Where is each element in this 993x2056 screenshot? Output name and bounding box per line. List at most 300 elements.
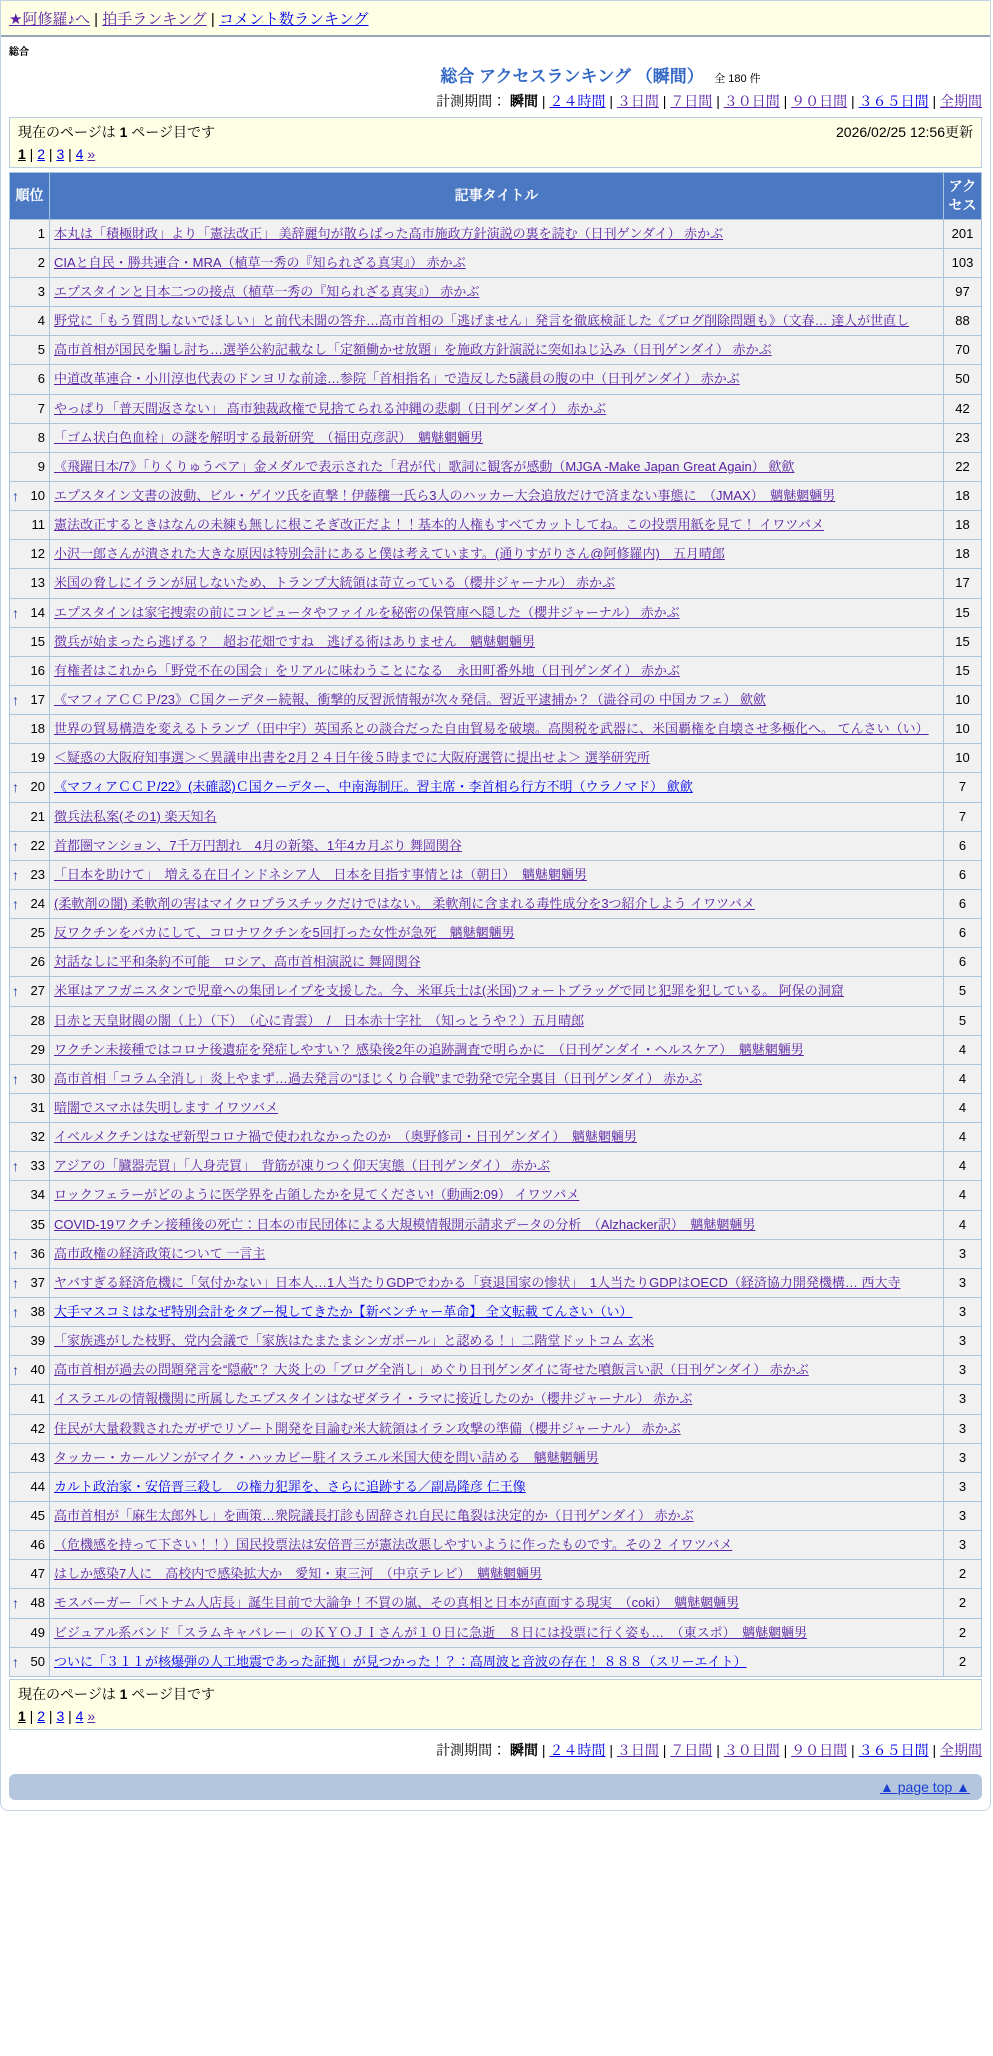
rank-number: 20: [30, 779, 45, 795]
article-link[interactable]: 首都圏マンション、7千万円割れ 4月の新築、1年4カ月ぶり 舞岡関谷: [54, 837, 462, 853]
period-link-365d[interactable]: ３６５日間: [858, 1741, 929, 1758]
access-count: 3: [944, 1531, 982, 1560]
article-title-cell: [50, 1327, 944, 1356]
rank-cell: [10, 365, 50, 394]
period-link-all[interactable]: 全期間: [940, 93, 982, 109]
rank-cell: [10, 248, 50, 277]
rank-number: 45: [30, 1507, 45, 1523]
rank-number: 46: [30, 1537, 45, 1553]
genre-label: 総合: [9, 47, 29, 58]
article-link[interactable]: 徴兵が始まったら逃げる？ 超お花畑ですね 逃げる術はありません 魑魅魍魎男: [54, 633, 536, 649]
access-count: 15: [944, 656, 982, 685]
rank-cell: [10, 1443, 50, 1472]
table-row: [10, 948, 982, 977]
access-count: 15: [944, 598, 982, 627]
article-link[interactable]: エプスタインは家宅捜索の前にコンピュータやファイルを秘密の保管庫へ隠した（櫻井ジャーナル） 赤かぶ: [54, 604, 680, 620]
table-row: [10, 336, 982, 365]
access-count: 201: [944, 219, 982, 248]
page-title: 総合 アクセスランキング （瞬間）: [440, 67, 704, 86]
article-title-cell: [50, 1472, 944, 1501]
rank-cell: [10, 802, 50, 831]
article-link[interactable]: アジアの「臓器売買」「人身売買」 背筋が凍りつく仰天実態（日刊ゲンダイ） 赤かぶ: [54, 1158, 551, 1174]
rank-cell: [10, 1560, 50, 1589]
article-title-cell: [50, 598, 944, 627]
rank-cell: [10, 1006, 50, 1035]
rank-number: 42: [30, 1420, 45, 1436]
table-row: [10, 423, 982, 452]
rank-cell: [10, 1268, 50, 1297]
table-row: [10, 248, 982, 277]
table-row: [10, 977, 982, 1006]
article-link[interactable]: 世界の貿易構造を変えるトランプ（田中宇）英国系との談合だった自由貿易を破壊。高関税を武器に、米国覇権を自壊させ多極化へ。 てんさい（い）: [54, 721, 929, 737]
rank-number: 36: [30, 1245, 45, 1261]
pagination-bottom: 1 | 2 | 3 | 4 »: [18, 1707, 96, 1724]
article-link[interactable]: 「家族逃がした枝野、党内会議で「家族はたまたまシンガポール」と認める！」二階堂ドットコム 玄米: [54, 1333, 654, 1349]
rank-cell: [10, 1327, 50, 1356]
rank-number: 27: [30, 983, 45, 999]
rank-cell: [10, 890, 50, 919]
rank-up-icon: ↑: [12, 1245, 19, 1262]
table-row: [10, 1006, 982, 1035]
table-row: [10, 365, 982, 394]
rank-cell: [10, 336, 50, 365]
rank-cell: [10, 831, 50, 860]
period-selector-bottom: [9, 1740, 982, 1760]
rank-cell: [10, 1501, 50, 1530]
rank-number: 12: [30, 546, 45, 562]
article-link[interactable]: 野党に「もう質問しないでほしい」と前代未聞の答弁…高市首相の「逃げません」発言を徹底検証した《ブログ削除問題も》（文春… 達人が世直し: [54, 313, 910, 329]
rank-number: 35: [30, 1216, 45, 1232]
article-title-cell: [50, 1094, 944, 1123]
main-content: [1, 37, 990, 1810]
article-title-cell: [50, 860, 944, 889]
article-link[interactable]: (柔軟剤の闇) 柔軟剤の害はマイクロプラスチックだけではない。 柔軟剤に含まれる毒性成分を3つ紹介しよう イワツバメ: [54, 896, 755, 912]
access-count: 17: [944, 569, 982, 598]
table-row: [10, 1443, 982, 1472]
period-link-30d[interactable]: ３０日間: [723, 93, 780, 109]
rank-up-icon: ↑: [12, 866, 19, 883]
article-link[interactable]: 《飛躍日本/7》「りくりゅうペア」金メダルで表示された「君が代」歌詞に観客が感動（MJGA -Make Japan Great Again） 歛歛: [54, 458, 795, 474]
rank-cell: [10, 627, 50, 656]
article-link[interactable]: 米軍はアフガニスタンで児童への集団レイプを支援した。今、米軍兵士は(米国)フォートブラッグで同じ犯罪を犯している。 阿保の洞窟: [54, 983, 844, 999]
pagination-page-3[interactable]: 3: [56, 146, 65, 162]
rank-up-icon: ↑: [12, 1362, 19, 1379]
page-status-suffix: ページ目です: [127, 124, 216, 140]
access-count: 70: [944, 336, 982, 365]
article-link[interactable]: タッカー・カールソンがマイク・ハッカビー駐イスラエル米国大使を問い詰める 魑魅魍魎男: [54, 1449, 599, 1465]
rank-number: 40: [30, 1362, 45, 1378]
rank-number: 3: [37, 284, 45, 300]
pagination-top: 1 | 2 | 3 | 4 »: [18, 146, 96, 162]
access-count: 4: [944, 1123, 982, 1152]
rank-cell: [10, 1064, 50, 1093]
total-count: 全 180 件: [714, 73, 761, 85]
access-count: 3: [944, 1327, 982, 1356]
rank-cell: [10, 1094, 50, 1123]
rank-cell: [10, 1647, 50, 1676]
article-title-cell: [50, 1356, 944, 1385]
rank-number: 5: [37, 342, 45, 358]
page-status-box-top: [9, 117, 982, 168]
period-link-30d[interactable]: ３０日間: [723, 1741, 780, 1758]
article-title-cell: [50, 948, 944, 977]
top-nav-link-clap-ranking[interactable]: 拍手ランキング: [102, 11, 207, 28]
rank-cell: [10, 307, 50, 336]
rank-number: 2: [37, 254, 45, 270]
pagination-page-2[interactable]: 2: [37, 1707, 46, 1724]
table-row: [10, 1035, 982, 1064]
table-row: [10, 860, 982, 889]
pagination-page-4[interactable]: 4: [75, 146, 84, 162]
table-row: [10, 219, 982, 248]
article-title-cell: [50, 394, 944, 423]
article-title-cell: [50, 1181, 944, 1210]
rank-cell: [10, 1472, 50, 1501]
period-link-24h[interactable]: ２４時間: [549, 1741, 606, 1758]
article-link[interactable]: 住民が大量殺戮されたガザでリゾート開発を目論む米大統領はイラン攻撃の準備（櫻井ジャーナル） 赤かぶ: [54, 1420, 681, 1436]
rank-cell: [10, 1618, 50, 1647]
article-title-cell: [50, 1501, 944, 1530]
article-link[interactable]: 反ワクチンをバカにして、コロナワクチンを5回打った女性が急死 魑魅魍魎男: [54, 925, 515, 941]
access-count: 10: [944, 744, 982, 773]
rank-number: 16: [30, 662, 45, 678]
table-row: [10, 686, 982, 715]
page-status-prefix: 現在のページは: [18, 1685, 120, 1702]
rank-cell: [10, 1414, 50, 1443]
table-row: [10, 1356, 982, 1385]
table-row: [10, 540, 982, 569]
rank-cell: [10, 656, 50, 685]
access-count: 42: [944, 394, 982, 423]
top-nav-link-comment-ranking[interactable]: コメント数ランキング: [218, 11, 369, 28]
ranking-table: [9, 172, 982, 1677]
rank-number: 10: [30, 488, 45, 504]
rank-cell: [10, 219, 50, 248]
article-link[interactable]: 有権者はこれから「野党不在の国会」をリアルに味わうことになる 永田町番外地（日刊ゲンダイ） 赤かぶ: [54, 662, 681, 678]
rank-cell: [10, 482, 50, 511]
article-link[interactable]: 「ゴム状白色血栓」の謎を解明する最新研究 （福田克彦訳） 魑魅魍魎男: [54, 429, 484, 445]
article-link[interactable]: 中道改革連合・小川淳也代表のドンヨリな前途…参院「首相指名」で造反した5議員の腹の中（日刊ゲンダイ） 赤かぶ: [54, 371, 740, 387]
rank-cell: [10, 1385, 50, 1414]
article-title-cell: [50, 1385, 944, 1414]
rank-up-icon: ↑: [12, 604, 19, 621]
table-row: [10, 1297, 982, 1326]
article-link[interactable]: モスバーガー「ベトナム人店長」誕生目前で大論争！不買の嵐、その真相と日本が直面する現実 （coki） 魑魅魍魎男: [54, 1595, 740, 1611]
rank-up-icon: ↑: [12, 983, 19, 1000]
access-count: 5: [944, 977, 982, 1006]
access-count: 3: [944, 1239, 982, 1268]
table-row: [10, 511, 982, 540]
rank-number: 31: [30, 1100, 45, 1115]
period-link-7d[interactable]: ７日間: [670, 1741, 713, 1758]
rank-up-icon: ↑: [12, 1070, 19, 1087]
rank-cell: [10, 860, 50, 889]
rank-cell: [10, 540, 50, 569]
article-title-cell: [50, 773, 944, 802]
access-count: 6: [944, 948, 982, 977]
table-row: [10, 1123, 982, 1152]
article-link[interactable]: COVID-19ワクチン接種後の死亡：日本の市民団体による大規模情報開示請求データの分析 （Alzhacker訳） 魑魅魍魎男: [54, 1216, 756, 1232]
rank-number: 38: [30, 1303, 45, 1319]
page-status-suffix: ページ目です: [127, 1685, 216, 1702]
table-row: [10, 1501, 982, 1530]
rank-number: 50: [30, 1653, 45, 1669]
rank-number: 25: [30, 925, 45, 941]
period-label: 計測期間：: [436, 93, 507, 109]
rank-up-icon: ↑: [12, 1653, 19, 1670]
period-label: 計測期間：: [436, 1741, 507, 1758]
access-count: 2: [944, 1589, 982, 1618]
rank-number: 13: [30, 575, 45, 591]
access-count: 50: [944, 365, 982, 394]
pagination-next[interactable]: »: [87, 1707, 96, 1724]
rank-number: 32: [30, 1129, 45, 1145]
article-title-cell: [50, 1123, 944, 1152]
article-link[interactable]: CIAと自民・勝共連合・MRA（植草一秀の『知られざる真実』） 赤かぶ: [54, 254, 466, 270]
access-count: 4: [944, 1152, 982, 1181]
article-link[interactable]: イベルメクチンはなぜ新型コロナ禍で使われなかったのか （奥野修司・日刊ゲンダイ） 魑魅魍魎男: [54, 1129, 637, 1145]
title-line: [9, 62, 982, 87]
article-title-cell: [50, 1268, 944, 1297]
period-link-3d[interactable]: ３日間: [616, 1741, 659, 1758]
rank-number: 18: [30, 721, 45, 737]
rank-up-icon: ↑: [12, 837, 19, 854]
table-row: [10, 656, 982, 685]
access-count: 3: [944, 1501, 982, 1530]
rank-up-icon: ↑: [12, 692, 19, 709]
period-link-90d[interactable]: ９０日間: [791, 93, 848, 109]
access-count: 3: [944, 1443, 982, 1472]
article-title-cell: [50, 219, 944, 248]
article-link[interactable]: 《マフィアＣＣＰ/23》Ｃ国クーデター続報、衝撃的反習派情報が次々発信。習近平逮捕か？（澁谷司の 中国カフェ） 歛歛: [54, 692, 766, 708]
rank-number: 4: [37, 313, 45, 329]
rank-number: 14: [30, 604, 45, 620]
table-row: [10, 1152, 982, 1181]
table-row: [10, 1181, 982, 1210]
ranking-table-body: [10, 219, 982, 1676]
rank-number: 21: [30, 808, 45, 824]
article-link[interactable]: 日赤と天皇財閥の闇（上）（下） （心に青雲） / 日本赤十字社 （知っとうや？）五月晴郎: [54, 1012, 585, 1028]
article-title-cell: [50, 307, 944, 336]
article-link[interactable]: イスラエルの情報機関に所属したエプスタインはなぜダライ・ラマに接近したのか（櫻井ジャーナル） 赤かぶ: [54, 1391, 693, 1407]
period-links: | ２４時間 | ３日間 | ７日間 | ３０日間 | ９０日間 | ３６５日間 | 全期間: [538, 1741, 982, 1758]
rank-number: 34: [30, 1187, 45, 1203]
article-title-cell: [50, 482, 944, 511]
rank-cell: [10, 1239, 50, 1268]
current-period: 瞬間: [510, 1741, 539, 1758]
period-link-all[interactable]: 全期間: [940, 1741, 982, 1758]
table-row: [10, 1618, 982, 1647]
page-status-number: 1: [119, 124, 128, 140]
table-row: [10, 831, 982, 860]
rank-number: 43: [30, 1449, 45, 1465]
access-count: 2: [944, 1560, 982, 1589]
current-period: 瞬間: [510, 93, 539, 109]
table-row: [10, 452, 982, 481]
period-link-90d[interactable]: ９０日間: [791, 1741, 848, 1758]
rank-number: 48: [30, 1595, 45, 1611]
article-link[interactable]: ＜疑惑の大阪府知事選＞＜異議申出書を2月２４日午後５時までに大阪府選管に提出せよ＞ 選挙研究所: [54, 750, 650, 766]
period-link-365d[interactable]: ３６５日間: [858, 93, 929, 109]
rank-cell: [10, 1297, 50, 1326]
article-link[interactable]: 暗闇でスマホは失明します イワツバメ: [54, 1100, 279, 1115]
rank-number: 26: [30, 954, 45, 970]
rank-cell: [10, 1589, 50, 1618]
access-count: 18: [944, 482, 982, 511]
rank-cell: [10, 1123, 50, 1152]
article-link[interactable]: 米国の脅しにイランが屈しないため、トランプ大統領は苛立っている（櫻井ジャーナル） 赤かぶ: [54, 575, 616, 591]
rank-number: 23: [30, 866, 45, 882]
access-count: 4: [944, 1064, 982, 1093]
pagination-page-2[interactable]: 2: [37, 146, 46, 162]
table-row: [10, 1647, 982, 1676]
access-count: 10: [944, 686, 982, 715]
access-count: 3: [944, 1472, 982, 1501]
rank-up-icon: ↑: [12, 1274, 19, 1291]
rank-cell: [10, 919, 50, 948]
rank-cell: [10, 452, 50, 481]
article-link[interactable]: 小沢一郎さんが潰された大きな原因は特別会計にあると僕は考えています。(通りすがりさん@阿修羅内) 五月晴郎: [54, 546, 725, 562]
table-row: [10, 598, 982, 627]
table-row: [10, 715, 982, 744]
access-count: 97: [944, 278, 982, 307]
rank-cell: [10, 511, 50, 540]
rank-number: 49: [30, 1624, 45, 1640]
article-title-cell: [50, 656, 944, 685]
period-link-3d[interactable]: ３日間: [616, 93, 659, 109]
article-title-cell: [50, 1647, 944, 1676]
article-title-cell: [50, 686, 944, 715]
article-link[interactable]: 対話なしに平和条約不可能 ロシア、高市首相演説に 舞岡関谷: [54, 954, 421, 970]
rank-number: 41: [30, 1391, 45, 1407]
period-link-24h[interactable]: ２４時間: [549, 93, 606, 109]
top-nav-link-asyura-home[interactable]: ★阿修羅♪へ: [9, 11, 90, 28]
article-title-cell: [50, 278, 944, 307]
access-count: 3: [944, 1268, 982, 1297]
page-status-line-bottom: [18, 1684, 973, 1704]
table-row: [10, 1414, 982, 1443]
rank-cell: [10, 394, 50, 423]
access-count: 6: [944, 890, 982, 919]
article-link[interactable]: 高市首相が国民を騙し討ち…選挙公約記載なし「定額働かせ放題」を施政方針演説に突如ねじ込み（日刊ゲンダイ） 赤かぶ: [54, 342, 772, 358]
article-title-cell: [50, 831, 944, 860]
pagination-next[interactable]: »: [87, 146, 96, 162]
table-row: [10, 1531, 982, 1560]
article-link[interactable]: ビジュアル系バンド「スラムキャバレー」のＫＹＯＪＩさんが１０日に急逝 ８日には投票に行く姿も… （東スポ） 魑魅魍魎男: [54, 1624, 808, 1640]
article-link[interactable]: （危機感を持って下さい！！）国民投票法は安倍晋三が憲法改悪しやすいように作ったものです。その２ イワツバメ: [54, 1537, 733, 1553]
table-row: [10, 890, 982, 919]
article-link[interactable]: 本丸は「積極財政」より「憲法改正」 美辞麗句が散らばった高市施政方針演説の裏を読む（日刊ゲンダイ） 赤かぶ: [54, 225, 724, 241]
rank-cell: [10, 569, 50, 598]
rank-up-icon: ↑: [12, 779, 19, 796]
pagination-current-page: 1: [18, 1707, 26, 1724]
article-link[interactable]: エプスタイン文書の波動、ビル・ゲイツ氏を直撃！伊藤穰一氏ら3人のハッカー大会追放だけで済まない事態に （JMAX） 魑魅魍魎男: [54, 488, 836, 504]
table-row: [10, 1560, 982, 1589]
table-row: [10, 1094, 982, 1123]
rank-number: 24: [30, 896, 45, 912]
article-link[interactable]: カルト政治家・安倍晋三殺し の権力犯罪を、さらに追跡する／副島隆彦 仁王像: [54, 1478, 526, 1494]
article-link[interactable]: 高市首相「コラム全消し」炎上やまず…過去発言の“ほじくり合戦”まで勃発で完全裏目（日刊ゲンダイ） 赤かぶ: [54, 1070, 703, 1086]
article-title-cell: [50, 715, 944, 744]
access-count: 4: [944, 1181, 982, 1210]
access-count: 18: [944, 511, 982, 540]
article-link[interactable]: 大手マスコミはなぜ特別会計をタブー視してきたか【新ベンチャー革命】 全文転載 てんさい（い）: [54, 1303, 633, 1319]
rank-cell: [10, 278, 50, 307]
page-top-link[interactable]: ▲ page top ▲: [880, 1778, 970, 1795]
table-row: [10, 1385, 982, 1414]
article-title-cell: [50, 1589, 944, 1618]
table-row: [10, 569, 982, 598]
pagination-current-page: 1: [18, 146, 26, 162]
rank-number: 19: [30, 750, 45, 766]
rank-cell: [10, 1152, 50, 1181]
table-row: [10, 627, 982, 656]
rank-up-icon: ↑: [12, 1595, 19, 1612]
article-link[interactable]: 高市首相が過去の問題発言を“隠蔽”？ 大炎上の「ブログ全消し」めぐり日刊ゲンダイに寄せた噴飯言い訳（日刊ゲンダイ） 赤かぶ: [54, 1362, 809, 1378]
updated-timestamp: 2026/02/25 12:56更新: [836, 124, 973, 140]
article-title-cell: [50, 1006, 944, 1035]
access-count: 2: [944, 1647, 982, 1676]
table-row: [10, 1268, 982, 1297]
article-title-cell: [50, 540, 944, 569]
period-link-7d[interactable]: ７日間: [670, 93, 713, 109]
rank-number: 15: [30, 633, 45, 649]
article-link[interactable]: ついに「３１１が核爆弾の人工地震であった証拠」が見つかった！？：高周波と音波の存在！ ８８８（スリーエイト）: [54, 1653, 747, 1669]
table-row: [10, 1064, 982, 1093]
article-link[interactable]: ワクチン未接種ではコロナ後遺症を発症しやすい？ 感染後2年の追跡調査で明らかに （日刊ゲンダイ・ヘルスケア） 魑魅魍魎男: [54, 1041, 804, 1057]
article-link[interactable]: 徴兵法私案(その1) 楽天知名: [54, 808, 217, 824]
pagination-page-4[interactable]: 4: [75, 1707, 84, 1724]
table-row: [10, 744, 982, 773]
rank-cell: [10, 423, 50, 452]
pagination-page-3[interactable]: 3: [56, 1707, 65, 1724]
rank-number: 30: [30, 1070, 45, 1086]
page-status-prefix: 現在のページは: [18, 124, 120, 140]
article-link[interactable]: 《マフィアＣＣＰ/22》(未確認)Ｃ国クーデター、中南海制圧。習主席・李首相ら行方不明（ウラノマド） 歛歛: [54, 779, 693, 795]
article-link[interactable]: 「日本を助けて」 増える在日インドネシア人 日本を目指す事情とは（朝日） 魑魅魍魎男: [54, 866, 587, 882]
article-link[interactable]: 憲法改正するときはなんの未練も無しに根こそぎ改正だよ！！基本的人権もすべてカットしてね。この投票用紙を見て！ イワツバメ: [54, 517, 824, 533]
article-title-cell: [50, 365, 944, 394]
rank-number: 47: [30, 1566, 45, 1582]
article-link[interactable]: はしか感染7人に 高校内で感染拡大か 愛知・東三河 （中京テレビ） 魑魅魍魎男: [54, 1566, 542, 1582]
article-title-cell: [50, 1618, 944, 1647]
page-status-box-bottom: [9, 1679, 982, 1730]
article-link[interactable]: ヤバすぎる経済危機に「気付かない」日本人…1人当たりGDPでわかる「衰退国家の惨状」 1人当たりGDPはOECD（経済協力開発機構… 西大寺: [54, 1274, 901, 1290]
rank-number: 22: [30, 837, 45, 853]
rank-up-icon: ↑: [12, 1158, 19, 1175]
article-link[interactable]: 高市首相が「麻生太郎外し」を画策…衆院議長打診も固辞され自民に亀裂は決定的か（日刊ゲンダイ） 赤かぶ: [54, 1507, 694, 1523]
access-count: 3: [944, 1356, 982, 1385]
rank-number: 9: [37, 458, 45, 474]
article-title-cell: [50, 627, 944, 656]
access-count: 4: [944, 1210, 982, 1239]
access-count: 3: [944, 1414, 982, 1443]
rank-up-icon: ↑: [12, 488, 19, 505]
article-link[interactable]: 高市政権の経済政策について 一言主: [54, 1245, 266, 1261]
article-link[interactable]: やっぱり「普天間返さない」 高市独裁政権で見捨てられる沖縄の悲劇（日刊ゲンダイ） 赤かぶ: [54, 400, 607, 416]
article-link[interactable]: ロックフェラーがどのように医学界を占領したかを見てください!（動画2:09） イワツバメ: [54, 1187, 580, 1203]
article-link[interactable]: エプスタインと日本二つの接点（植草一秀の『知られざる真実』） 赤かぶ: [54, 284, 480, 300]
access-count: 4: [944, 1094, 982, 1123]
access-count: 7: [944, 773, 982, 802]
rank-up-icon: ↑: [12, 896, 19, 913]
access-count: 7: [944, 802, 982, 831]
table-row: [10, 1589, 982, 1618]
rank-cell: [10, 1181, 50, 1210]
ranking-table-header-row: [10, 173, 982, 220]
article-title-cell: [50, 1064, 944, 1093]
access-count: 103: [944, 248, 982, 277]
